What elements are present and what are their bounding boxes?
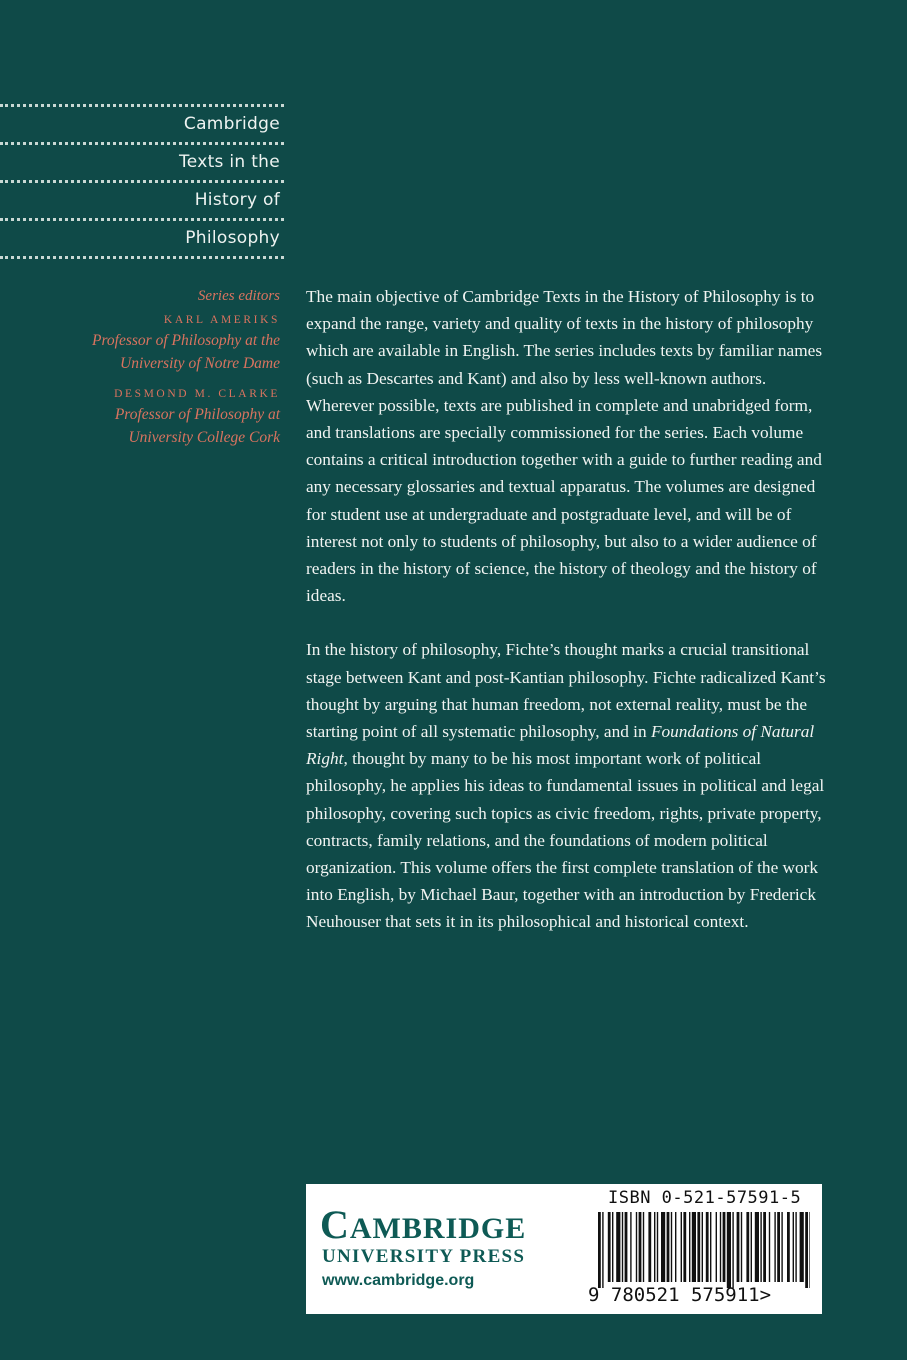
barcode-bar — [681, 1212, 682, 1282]
barcode-bar — [795, 1212, 796, 1282]
publisher-name: CAMBRIDGE — [320, 1202, 527, 1247]
editor-name: DESMOND M. CLARKE — [114, 388, 280, 400]
publisher-press: UNIVERSITY PRESS — [322, 1246, 526, 1267]
barcode-bar — [697, 1212, 700, 1282]
series-title-block — [0, 104, 284, 259]
barcode-bar — [648, 1212, 651, 1282]
editor-affiliation: University of Notre Dame — [120, 355, 280, 372]
barcode-bar — [763, 1212, 766, 1282]
barcode-bar — [675, 1212, 676, 1282]
barcode-bar — [702, 1212, 703, 1282]
barcode-bar — [805, 1212, 808, 1288]
barcode-bar — [751, 1212, 752, 1282]
barcode-bar — [800, 1212, 804, 1282]
series-title-line: Cambridge — [183, 114, 280, 134]
barcode-bar — [777, 1212, 780, 1282]
barcode-bar — [746, 1212, 749, 1282]
barcode-bar — [612, 1212, 613, 1282]
barcode-bar — [661, 1212, 665, 1282]
book-description-paragraph — [306, 636, 830, 935]
barcode-bar — [639, 1212, 642, 1282]
barcode-bar — [643, 1212, 644, 1282]
barcode-bar — [732, 1212, 733, 1288]
paragraph-text: In the history of philosophy, Fichte’s thought marks a crucial transitional stage between Kant and post-Kantian philosophy. Fichte radicalized Kant’s thought by arguing that human freedom, not external reality, must be the starting point of all systematic philosophy, and in — [306, 640, 826, 742]
barcode-bar — [689, 1212, 690, 1282]
barcode-bar — [692, 1212, 696, 1282]
series-title-line: Philosophy — [185, 228, 280, 248]
barcode-bar — [809, 1212, 810, 1288]
editor-affiliation: Professor of Philosophy at the — [92, 332, 280, 349]
barcode-bar — [755, 1212, 759, 1282]
barcode-bar — [723, 1212, 726, 1282]
editor-affiliation: University College Cork — [128, 429, 280, 446]
series-title-line: Texts in the — [178, 152, 280, 172]
barcode-bar — [716, 1212, 717, 1282]
publisher-website: www.cambridge.org — [322, 1272, 475, 1289]
barcode-bar — [657, 1212, 658, 1282]
barcode-bar — [630, 1212, 631, 1282]
barcode-bar — [598, 1212, 601, 1288]
barcode-bar — [616, 1212, 620, 1282]
barcode-bar — [602, 1212, 603, 1288]
barcode-bar — [781, 1212, 782, 1282]
barcode-bar — [737, 1212, 740, 1282]
barcode-bar — [671, 1212, 672, 1282]
barcode-bar — [787, 1212, 790, 1282]
editor-name: KARL AMERIKS — [163, 314, 280, 326]
barcode-bar — [720, 1212, 721, 1282]
publisher-logo — [320, 1202, 527, 1290]
barcode-bar — [706, 1212, 709, 1282]
editor-affiliation: Professor of Philosophy at — [114, 406, 280, 423]
barcode-bar — [727, 1212, 731, 1288]
barcode — [598, 1212, 810, 1288]
barcode-bar — [625, 1212, 628, 1282]
barcode-bar — [760, 1212, 761, 1282]
series-description-paragraph: The main objective of Cambridge Texts in the History of Philosophy is to expand the range, variety and quality of texts in the history of philosophy which are available in English. The series includes texts by familiar names (such as Descartes and Kant) and also by less well-known authors. Wherever possible, texts are published in complete and unabridged form, and translations are specially commissioned for the series. Each volume contains a critical introduction together with a guide to further reading and any necessary glossaries and textual apparatus. The volumes are designed for student use at undergraduate and postgraduate level, and will be of interest not only to students of philosophy, but also to a wider audience of readers in the history of science, the history of theology and the history of ideas. — [306, 287, 823, 606]
barcode-bar — [608, 1212, 611, 1282]
barcode-bar — [667, 1212, 670, 1282]
barcode-bar — [769, 1212, 770, 1282]
barcode-bar — [774, 1212, 775, 1282]
barcode-bar — [654, 1212, 655, 1282]
isbn-label: ISBN 0-521-57591-5 — [608, 1188, 802, 1208]
barcode-bar — [636, 1212, 637, 1282]
barcode-bar — [741, 1212, 742, 1282]
book-title: Foundations of Natural Right — [306, 722, 815, 769]
barcode-bar — [793, 1212, 794, 1282]
barcode-bar — [710, 1212, 711, 1282]
series-editors — [60, 286, 280, 449]
paragraph-text: , thought by many to be his most important work of political philosophy, he applies his ideas to fundamental issues in political and legal philosophy, covering such topics as civic freedom, rights, private property, contracts, family relations, and the foundations of modern political organization. This volume offers the first complete translation of the work into English, by Michael Baur, together with an introduction by Frederick Neuhouser that sets it in its philosophical and historical context. — [306, 749, 825, 932]
editors-heading: Series editors — [197, 288, 280, 304]
barcode-digits: 9 780521 575911> — [588, 1284, 772, 1306]
blurb-text — [306, 283, 830, 963]
divider — [0, 256, 284, 259]
barcode-bar — [622, 1212, 623, 1282]
barcode-bar — [683, 1212, 686, 1282]
series-title-line: History of — [194, 190, 280, 210]
publisher-barcode-box — [306, 1184, 822, 1314]
